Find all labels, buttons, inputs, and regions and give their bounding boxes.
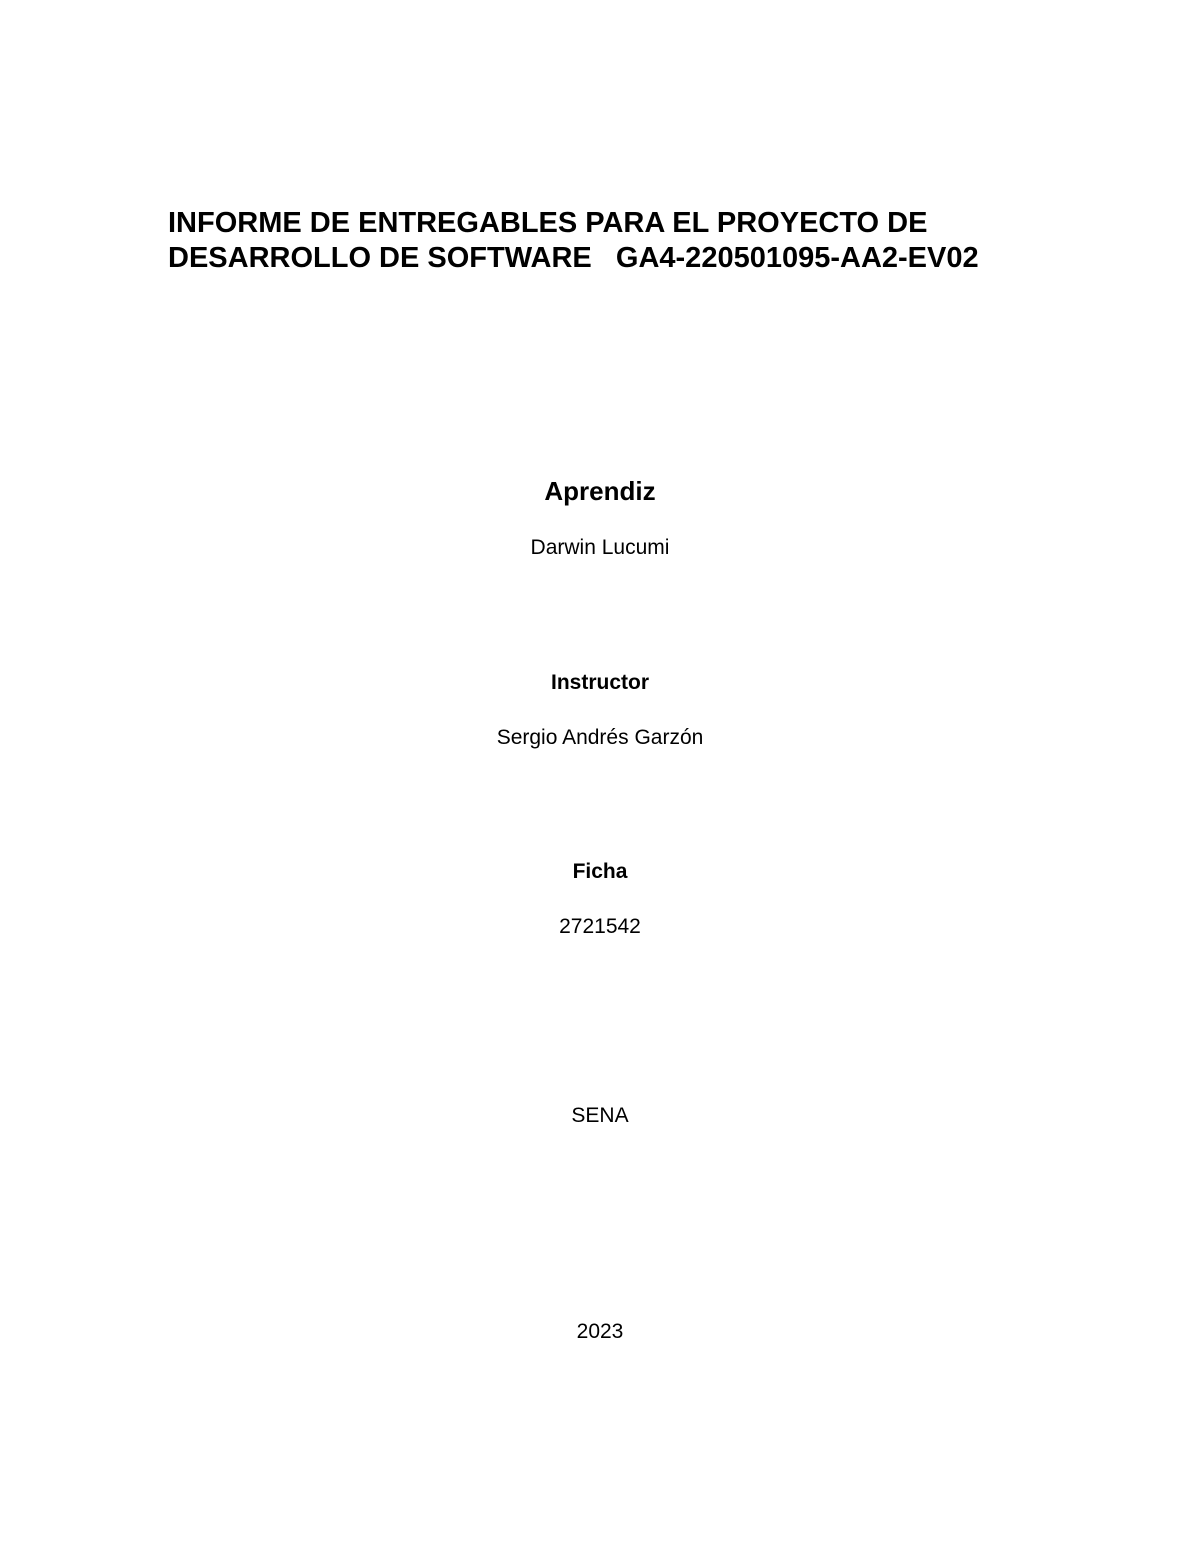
document-year: 2023 (576, 1320, 624, 1343)
ficha-label: Ficha (572, 860, 628, 883)
title-line-1: INFORME DE ENTREGABLES PARA EL PROYECTO DE (168, 207, 928, 239)
instructor-name: Sergio Andrés Garzón (496, 726, 704, 749)
title-line-2: DESARROLLO DE SOFTWARE GA4-220501095-AA2-EV02 (168, 242, 979, 274)
ficha-number: 2721542 (559, 915, 641, 938)
instructor-label: Instructor (550, 671, 649, 694)
apprentice-label: Aprendiz (544, 476, 656, 506)
document-title (168, 206, 1128, 276)
institution-name: SENA (571, 1104, 629, 1127)
apprentice-name: Darwin Lucumi (530, 536, 670, 559)
